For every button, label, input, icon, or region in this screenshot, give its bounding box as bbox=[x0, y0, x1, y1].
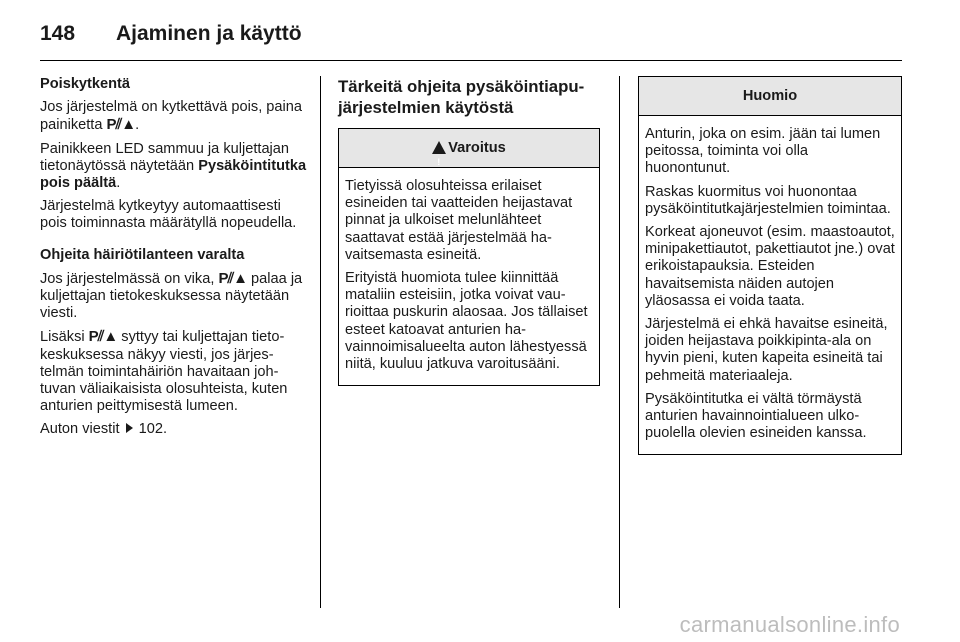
paragraph: Painikkeen LED sammuu ja kuljettajan tietonäytössä näytetään Pysäköintitutka pois päältä. bbox=[40, 140, 307, 192]
paragraph: Raskas kuormitus voi huonontaa pysäköintitutkajärjestelmien toimintaa. bbox=[645, 183, 891, 217]
paragraph: Erityistä huomiota tulee kiinnittää mataliin esteisiin, jotka voivat vaurioittaa puskurin alaosaa. Jos tällaiset esteet katoavat anturien havainnoimisalueelta auton lähestyessä niitä, kuuluu jatkuva varoitusääni. bbox=[345, 270, 588, 373]
column-divider bbox=[619, 76, 620, 608]
paragraph: Lisäksi P⫽▲ syttyy tai kuljettajan tietokeskuksessa näkyy viesti, jos järjestelmän toimintahäiriön havaitaan johtuvan väliaikaisista olosuhteista, kuten anturien peittymisestä lumeen. bbox=[40, 328, 288, 415]
watermark: carmanualsonline.info bbox=[679, 612, 900, 637]
park-assist-icon: P⫽▲ bbox=[106, 116, 136, 134]
warning-box bbox=[338, 128, 600, 386]
section-heading-parking-assist: Tärkeitä ohjeita pysäköintiapujärjestelmien käytöstä bbox=[338, 77, 585, 117]
note-body bbox=[639, 116, 901, 454]
warning-header bbox=[339, 129, 599, 168]
note-box bbox=[638, 76, 902, 455]
reference-arrow-icon bbox=[126, 423, 133, 433]
park-assist-icon: P⫽▲ bbox=[88, 328, 118, 346]
warning-body bbox=[339, 168, 599, 385]
paragraph: Tietyissä olosuhteissa erilaiset esineiden tai vaatteiden heijastavat pinnat ja ulkoiset melunlähteet saattavat estää järjestelmää havaitsemasta esineitä. bbox=[345, 178, 573, 263]
paragraph: Jos järjestelmä on kytkettävä pois, paina painiketta P⫽▲. bbox=[40, 99, 303, 134]
middle-column bbox=[338, 76, 600, 386]
header-divider bbox=[40, 60, 902, 61]
warning-triangle-icon: ! bbox=[432, 141, 446, 154]
paragraph: Järjestelmä ei ehkä havaitse esineitä, joiden heijastava poikkipinta-ala on hyvin pieni, kuten kapeita esineitä tai pehmeitä materiaaleja. bbox=[645, 316, 888, 384]
page-title: Ajaminen ja käyttö bbox=[116, 22, 302, 45]
left-column bbox=[40, 76, 308, 445]
section-heading-disable: Poiskytkentä bbox=[40, 76, 131, 92]
page-header bbox=[40, 22, 902, 46]
park-assist-icon: P⫽▲ bbox=[218, 269, 247, 287]
display-message: Pysäköintitutka pois päältä bbox=[40, 157, 307, 192]
paragraph: Korkeat ajoneuvot (esim. maastoautot, minipakettiautot, pakettiautot jne.) ovat erikoistapauksia. Esteiden havaitsemista näiden autojen yläosassa ei voida taata. bbox=[645, 224, 895, 309]
column-divider bbox=[320, 76, 321, 608]
warning-title: Varoitus bbox=[448, 140, 506, 156]
paragraph: Pysäköintitutka ei vältä törmäystä anturien havainnointialueen ulkopuolella olevien esineiden kanssa. bbox=[645, 390, 867, 442]
paragraph: Jos järjestelmässä on vika, P⫽▲ palaa ja kuljettajan tietokeskuksessa näytetään viesti. bbox=[40, 269, 303, 322]
cross-reference[interactable]: Auton viestit 102. bbox=[40, 421, 168, 438]
right-column bbox=[638, 76, 902, 455]
paragraph: Anturin, joka on esim. jään tai lumen peitossa, toiminta voi olla huonontunut. bbox=[645, 126, 881, 177]
page-number: 148 bbox=[40, 22, 76, 45]
section-heading-faults: Ohjeita häiriötilanteen varalta bbox=[40, 246, 245, 263]
note-title: Huomio bbox=[639, 77, 901, 116]
paragraph: Järjestelmä kytkeytyy automaattisesti pois toiminnasta määrätyllä nopeudella. bbox=[40, 198, 297, 232]
